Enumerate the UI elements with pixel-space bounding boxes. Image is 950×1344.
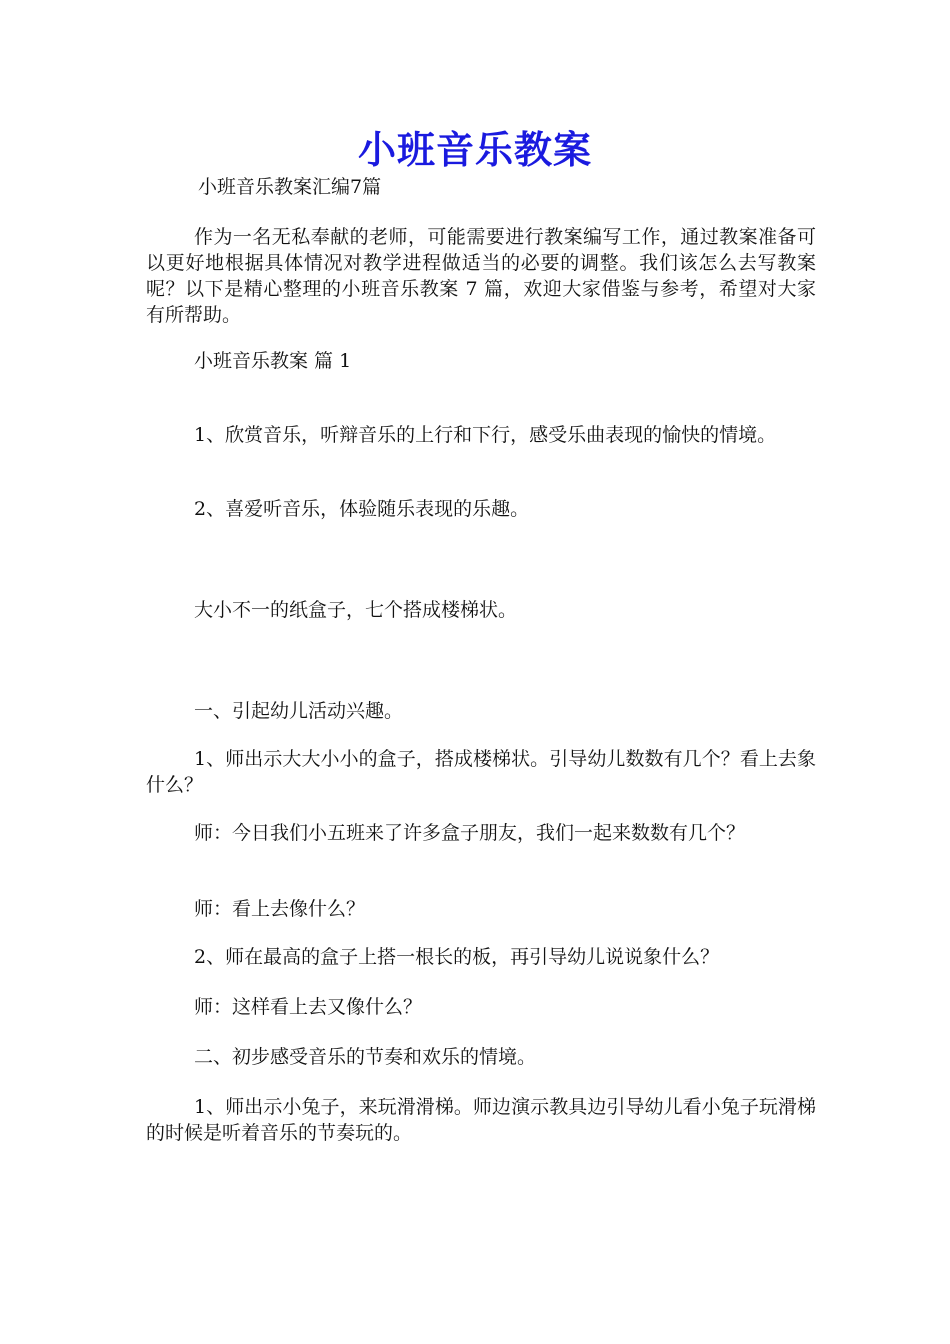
step-2-item-1: 1、师出示小兔子，来玩滑滑梯。师边演示教具边引导幼儿看小兔子玩滑梯的时候是听着音乐的节奏玩的。 bbox=[146, 1096, 816, 1144]
goal-item-1: 1、欣赏音乐，听辩音乐的上行和下行，感受乐曲表现的愉快的情境。 bbox=[194, 424, 777, 446]
section-heading: 小班音乐教案 篇 1 bbox=[194, 350, 352, 372]
document-title: 小班音乐教案 bbox=[357, 127, 592, 172]
intro-paragraph: 作为一名无私奉献的老师，可能需要进行教案编写工作，通过教案准备可以更好地根据具体情况对教学进程做适当的必要的调整。我们该怎么去写教案呢？以下是精心整理的小班音乐教案 7 篇，欢迎大家借鉴与参考，希望对大家有所帮助。 bbox=[146, 226, 816, 326]
step-1-heading: 一、引起幼儿活动兴趣。 bbox=[194, 700, 404, 722]
goal-item-2: 2、喜爱听音乐，体验随乐表现的乐趣。 bbox=[194, 498, 530, 520]
step-2-heading: 二、初步感受音乐的节奏和欢乐的情境。 bbox=[194, 1046, 537, 1068]
step-1-item-2: 2、师在最高的盒子上搭一根长的板，再引导幼儿说说象什么？ bbox=[194, 946, 720, 968]
step-1-dialog-3: 师：这样看上去又像什么？ bbox=[194, 996, 423, 1018]
step-1-dialog-2: 师：看上去像什么？ bbox=[194, 898, 366, 920]
materials-paragraph: 大小不一的纸盒子，七个搭成楼梯状。 bbox=[194, 599, 518, 621]
step-1-item-1: 1、师出示大大小小的盒子，搭成楼梯状。引导幼儿数数有几个？看上去象什么？ bbox=[146, 748, 816, 796]
document-subtitle: 小班音乐教案汇编7篇 bbox=[198, 176, 382, 198]
step-1-dialog-1: 师：今日我们小五班来了许多盒子朋友，我们一起来数数有几个？ bbox=[194, 822, 746, 844]
